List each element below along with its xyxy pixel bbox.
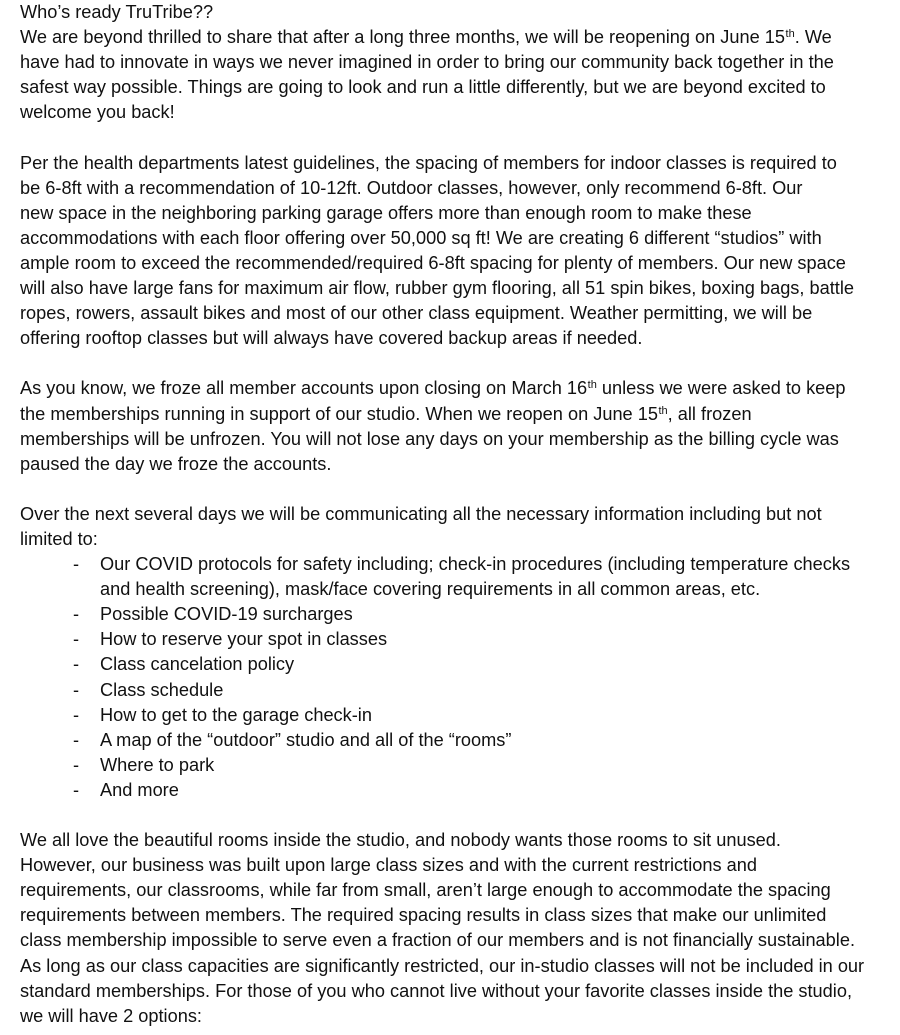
paragraph-spacing-line-3: new space in the neighboring parking garage offers more than enough room to make these	[20, 202, 752, 223]
paragraph-memberships-line-3: memberships will be unfrozen. You will not lose any days on your membership as the billing cycle was	[20, 428, 839, 449]
list-item-text: A map of the “outdoor” studio and all of the “rooms”	[100, 729, 512, 750]
paragraph-spacing-line-1: Per the health departments latest guidelines, the spacing of members for indoor classes is required to	[20, 152, 837, 173]
dash-bullet: -	[73, 629, 80, 650]
list-item	[20, 552, 900, 602]
information-list	[20, 552, 900, 803]
document-page	[20, 0, 900, 1029]
paragraph-memberships-line-2	[20, 402, 900, 427]
paragraph-reopening-line-1	[20, 25, 900, 50]
paragraph-spacing-line-2: be 6-8ft with a recommendation of 10-12ft. Outdoor classes, however, only recommend 6-8ft. Our	[20, 177, 803, 198]
paragraph-spacing-line-8: offering rooftop classes but will always have covered backup areas if needed.	[20, 328, 643, 349]
dash-bullet: -	[73, 654, 80, 675]
dash-bullet: -	[73, 604, 80, 625]
list-item	[20, 728, 900, 753]
paragraph-studio-line-6: As long as our class capacities are significantly restricted, our in-studio classes will not be included in our	[20, 955, 865, 976]
text-segment: As you know, we froze all member accounts upon closing on March 16	[20, 378, 588, 399]
list-item	[20, 652, 900, 677]
paragraph-spacer	[20, 351, 900, 376]
paragraph-reopening	[20, 25, 900, 125]
list-item-text-line-1: Our COVID protocols for safety including; check-in procedures (including temperature checks	[100, 554, 851, 575]
greeting-text: Who’s ready TruTribe??	[20, 2, 214, 22]
paragraph-spacing-line-6: will also have large fans for maximum air flow, rubber gym flooring, all 51 spin bikes, boxing bags, battle	[20, 278, 854, 299]
paragraph-spacer	[20, 803, 900, 828]
paragraph-communication-line-2: limited to:	[20, 528, 98, 549]
paragraph-spacing-line-4: accommodations with each floor offering over 50,000 sq ft! We are creating 6 different “studios” with	[20, 227, 822, 248]
text-segment: . We	[794, 27, 832, 48]
text-segment: unless we were asked to keep	[596, 378, 846, 399]
dash-bullet: -	[73, 729, 80, 750]
paragraph-studio-line-4: requirements between members. The required spacing results in class sizes that make our unlimited	[20, 905, 827, 926]
paragraph-spacing-guidelines	[20, 151, 900, 352]
list-item-text: Class cancelation policy	[100, 654, 295, 675]
paragraph-reopening-line-2: have had to innovate in ways we never imagined in order to bring our community back together in the	[20, 52, 834, 73]
list-item-text: Possible COVID-19 surcharges	[100, 604, 353, 625]
paragraph-spacer	[20, 125, 900, 150]
paragraph-studio-line-1: We all love the beautiful rooms inside the studio, and nobody wants those rooms to sit unused.	[20, 830, 781, 851]
paragraph-spacing-line-5: ample room to exceed the recommended/required 6-8ft spacing for plenty of members. Our new space	[20, 252, 846, 273]
paragraph-memberships-line-1	[20, 376, 900, 401]
paragraph-reopening-line-4: welcome you back!	[20, 102, 175, 123]
paragraph-spacer	[20, 477, 900, 502]
list-item	[20, 753, 900, 778]
text-segment: , all frozen	[667, 403, 752, 424]
list-item-text: How to get to the garage check-in	[100, 704, 372, 725]
dash-bullet: -	[73, 554, 80, 575]
list-item-text: How to reserve your spot in classes	[100, 629, 388, 650]
ordinal-superscript: th	[658, 404, 668, 417]
paragraph-memberships-line-4: paused the day we froze the accounts.	[20, 453, 332, 474]
dash-bullet: -	[73, 679, 80, 700]
list-item	[20, 703, 900, 728]
paragraph-studio-line-7: standard memberships. For those of you who cannot live without your favorite classes inside the studio,	[20, 980, 852, 1001]
list-item-text: And more	[100, 779, 179, 800]
greeting-line	[20, 0, 900, 25]
list-item	[20, 678, 900, 703]
ordinal-superscript: th	[785, 28, 795, 41]
paragraph-reopening-line-3: safest way possible. Things are going to look and run a little differently, but we are beyond excited to	[20, 77, 826, 98]
list-item-text-line-2: and health screening), mask/face covering requirements in all common areas, etc.	[100, 579, 761, 600]
paragraph-studio-line-3: requirements, our classrooms, while far from small, aren’t large enough to accommodate the spacing	[20, 880, 831, 901]
paragraph-communication-line-1: Over the next several days we will be communicating all the necessary information including but not	[20, 503, 822, 524]
paragraph-studio-line-5: class membership impossible to serve even a fraction of our members and is not financially sustainable.	[20, 930, 855, 951]
list-item-text: Where to park	[100, 754, 215, 775]
paragraph-studio-line-2: However, our business was built upon large class sizes and with the current restrictions and	[20, 855, 757, 876]
dash-bullet: -	[73, 779, 80, 800]
paragraph-studio-line-8: we will have 2 options:	[20, 1005, 202, 1026]
ordinal-superscript: th	[587, 379, 597, 392]
text-segment: the memberships running in support of our studio. When we reopen on June 15	[20, 403, 658, 424]
text-segment: We are beyond thrilled to share that after a long three months, we will be reopening on June 15	[20, 27, 786, 48]
paragraph-communication-intro	[20, 502, 900, 552]
dash-bullet: -	[73, 754, 80, 775]
list-item	[20, 627, 900, 652]
list-item	[20, 778, 900, 803]
paragraph-studio-rooms	[20, 828, 900, 1029]
paragraph-memberships	[20, 376, 900, 476]
list-item-text: Class schedule	[100, 679, 224, 700]
dash-bullet: -	[73, 704, 80, 725]
paragraph-spacing-line-7: ropes, rowers, assault bikes and most of our other class equipment. Weather permitting, we will be	[20, 303, 813, 324]
list-item	[20, 602, 900, 627]
